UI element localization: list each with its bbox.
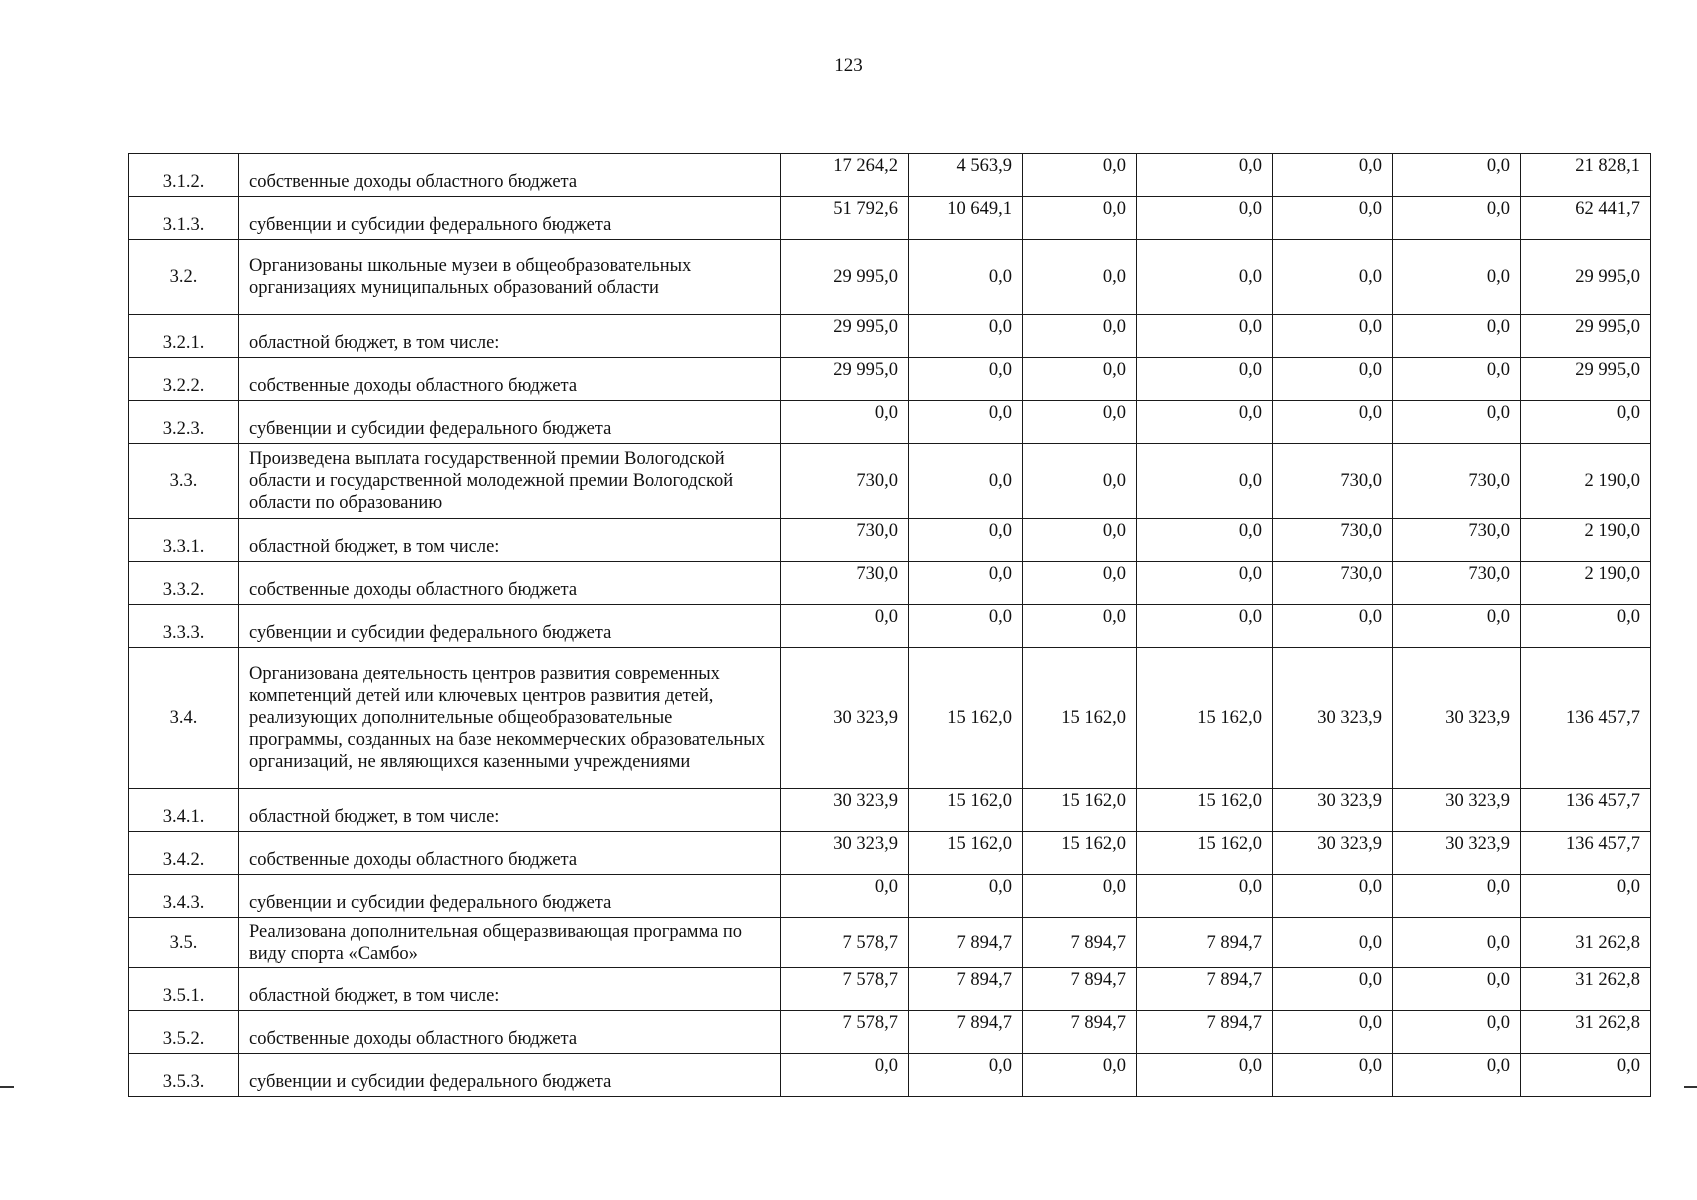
row-value: 0,0 [909,315,1023,358]
row-value: 0,0 [1273,875,1393,918]
table-row [129,1011,1651,1054]
row-total-value: 2 190,0 [1521,444,1651,519]
row-value: 7 894,7 [1137,968,1273,1011]
table-row [129,562,1651,605]
row-value: 0,0 [781,875,909,918]
row-value: 0,0 [1023,240,1137,315]
row-value: 0,0 [1273,1011,1393,1054]
row-value: 0,0 [909,358,1023,401]
row-value: 0,0 [1393,154,1521,197]
row-value: 0,0 [1023,197,1137,240]
row-value: 0,0 [1137,315,1273,358]
row-total-value: 62 441,7 [1521,197,1651,240]
table-row [129,789,1651,832]
row-number: 3.4.3. [129,875,239,918]
row-total-value: 136 457,7 [1521,648,1651,789]
row-description: Реализована дополнительная общеразвивающая программа по виду спорта «Самбо» [239,918,781,968]
row-value: 0,0 [1273,1054,1393,1097]
row-value: 0,0 [1393,875,1521,918]
row-total-value: 21 828,1 [1521,154,1651,197]
row-value: 30 323,9 [781,832,909,875]
row-number: 3.1.2. [129,154,239,197]
row-value: 0,0 [1273,605,1393,648]
row-value: 730,0 [1393,562,1521,605]
row-value: 730,0 [1273,562,1393,605]
row-description: областной бюджет, в том числе: [239,519,781,562]
row-description: областной бюджет, в том числе: [239,315,781,358]
row-value: 730,0 [781,519,909,562]
row-value: 0,0 [1393,918,1521,968]
row-number: 3.5. [129,918,239,968]
row-number: 3.1.3. [129,197,239,240]
row-value: 30 323,9 [781,789,909,832]
row-value: 0,0 [909,1054,1023,1097]
row-number: 3.4.2. [129,832,239,875]
row-description: собственные доходы областного бюджета [239,562,781,605]
row-value: 7 894,7 [909,968,1023,1011]
row-total-value: 31 262,8 [1521,918,1651,968]
table-row [129,1054,1651,1097]
row-value: 0,0 [1393,358,1521,401]
row-number: 3.3.3. [129,605,239,648]
row-description: Произведена выплата государственной премии Вологодской области и государственной молодежной премии Вологодской области по образованию [239,444,781,519]
row-description: областной бюджет, в том числе: [239,968,781,1011]
row-value: 29 995,0 [781,358,909,401]
row-description: субвенции и субсидии федерального бюджета [239,197,781,240]
row-value: 730,0 [781,562,909,605]
table-row [129,444,1651,519]
row-value: 7 894,7 [1137,1011,1273,1054]
row-value: 30 323,9 [1273,789,1393,832]
row-number: 3.3.1. [129,519,239,562]
row-number: 3.3.2. [129,562,239,605]
row-value: 10 649,1 [909,197,1023,240]
row-number: 3.5.3. [129,1054,239,1097]
row-value: 15 162,0 [1137,832,1273,875]
row-value: 0,0 [1137,240,1273,315]
row-value: 0,0 [1393,1011,1521,1054]
table-row [129,648,1651,789]
row-value: 30 323,9 [1393,648,1521,789]
row-value: 7 578,7 [781,918,909,968]
margin-mark [1684,1086,1697,1088]
table-row [129,519,1651,562]
row-number: 3.5.2. [129,1011,239,1054]
table-row [129,358,1651,401]
table-row [129,197,1651,240]
row-value: 4 563,9 [909,154,1023,197]
row-total-value: 29 995,0 [1521,315,1651,358]
row-value: 0,0 [1137,197,1273,240]
table-row [129,875,1651,918]
row-total-value: 31 262,8 [1521,968,1651,1011]
row-value: 0,0 [781,401,909,444]
row-value: 0,0 [1023,562,1137,605]
row-value: 7 894,7 [1023,968,1137,1011]
row-value: 7 894,7 [909,1011,1023,1054]
row-value: 0,0 [781,605,909,648]
row-description: собственные доходы областного бюджета [239,358,781,401]
row-value: 7 894,7 [1023,918,1137,968]
row-value: 0,0 [1273,918,1393,968]
row-total-value: 136 457,7 [1521,832,1651,875]
row-value: 0,0 [1023,1054,1137,1097]
table-row [129,315,1651,358]
row-value: 15 162,0 [1023,789,1137,832]
row-value: 29 995,0 [781,240,909,315]
row-value: 7 894,7 [1137,918,1273,968]
row-value: 0,0 [1137,1054,1273,1097]
row-value: 0,0 [909,562,1023,605]
row-description: собственные доходы областного бюджета [239,154,781,197]
row-value: 7 578,7 [781,968,909,1011]
row-value: 0,0 [1273,358,1393,401]
row-value: 0,0 [909,875,1023,918]
row-value: 15 162,0 [1137,648,1273,789]
row-total-value: 29 995,0 [1521,240,1651,315]
table-body [129,154,1651,1097]
row-value: 0,0 [1137,401,1273,444]
row-description: собственные доходы областного бюджета [239,832,781,875]
row-description: субвенции и субсидии федерального бюджета [239,875,781,918]
row-value: 0,0 [1023,358,1137,401]
row-total-value: 0,0 [1521,875,1651,918]
row-value: 15 162,0 [909,832,1023,875]
row-value: 0,0 [909,605,1023,648]
row-number: 3.2.3. [129,401,239,444]
row-value: 30 323,9 [1273,648,1393,789]
row-value: 30 323,9 [1273,832,1393,875]
row-value: 0,0 [1137,519,1273,562]
row-value: 15 162,0 [909,789,1023,832]
row-description: субвенции и субсидии федерального бюджета [239,401,781,444]
row-number: 3.4. [129,648,239,789]
row-description: Организована деятельность центров развития современных компетенций детей или ключевых центров развития детей, реализующих дополнительные общеобразовательные программы, созданных на базе некоммерческих образовательных организаций, не являющихся казенными учреждениями [239,648,781,789]
page-number: 123 [834,55,863,76]
row-value: 0,0 [1393,240,1521,315]
row-value: 0,0 [1137,358,1273,401]
row-value: 0,0 [1273,197,1393,240]
row-value: 7 894,7 [1023,1011,1137,1054]
row-number: 3.3. [129,444,239,519]
row-value: 0,0 [1393,1054,1521,1097]
row-total-value: 31 262,8 [1521,1011,1651,1054]
row-value: 0,0 [1137,562,1273,605]
row-value: 30 323,9 [1393,832,1521,875]
row-description: субвенции и субсидии федерального бюджета [239,1054,781,1097]
row-value: 15 162,0 [909,648,1023,789]
row-value: 0,0 [1273,401,1393,444]
table-row [129,240,1651,315]
row-description: субвенции и субсидии федерального бюджета [239,605,781,648]
table-row [129,968,1651,1011]
row-description: областной бюджет, в том числе: [239,789,781,832]
table-row [129,918,1651,968]
row-value: 0,0 [1023,154,1137,197]
row-value: 0,0 [1137,154,1273,197]
row-value: 0,0 [909,401,1023,444]
budget-table [128,153,1651,1097]
row-value: 30 323,9 [781,648,909,789]
row-number: 3.2.1. [129,315,239,358]
row-value: 0,0 [909,240,1023,315]
row-value: 15 162,0 [1137,789,1273,832]
row-value: 0,0 [1023,444,1137,519]
row-value: 730,0 [781,444,909,519]
row-value: 0,0 [1137,605,1273,648]
row-value: 7 894,7 [909,918,1023,968]
row-value: 0,0 [1393,968,1521,1011]
row-value: 7 578,7 [781,1011,909,1054]
row-number: 3.4.1. [129,789,239,832]
row-description: Организованы школьные музеи в общеобразовательных организациях муниципальных образований области [239,240,781,315]
row-number: 3.2. [129,240,239,315]
row-value: 0,0 [909,519,1023,562]
row-value: 51 792,6 [781,197,909,240]
row-total-value: 0,0 [1521,1054,1651,1097]
row-value: 0,0 [1273,154,1393,197]
row-value: 0,0 [1393,315,1521,358]
table-row [129,605,1651,648]
row-value: 17 264,2 [781,154,909,197]
row-value: 0,0 [1273,968,1393,1011]
row-value: 0,0 [1137,875,1273,918]
row-value: 29 995,0 [781,315,909,358]
row-value: 0,0 [1393,401,1521,444]
table-row [129,154,1651,197]
row-value: 0,0 [1273,315,1393,358]
row-description: собственные доходы областного бюджета [239,1011,781,1054]
row-number: 3.2.2. [129,358,239,401]
row-value: 0,0 [1393,605,1521,648]
row-total-value: 29 995,0 [1521,358,1651,401]
table-row [129,832,1651,875]
row-value: 0,0 [1393,197,1521,240]
row-value: 0,0 [909,444,1023,519]
row-value: 0,0 [1137,444,1273,519]
row-value: 0,0 [1023,401,1137,444]
row-value: 730,0 [1273,444,1393,519]
row-value: 0,0 [1023,519,1137,562]
row-value: 0,0 [1023,315,1137,358]
row-value: 15 162,0 [1023,832,1137,875]
row-value: 730,0 [1393,519,1521,562]
row-number: 3.5.1. [129,968,239,1011]
row-total-value: 136 457,7 [1521,789,1651,832]
margin-mark [0,1086,14,1088]
row-value: 730,0 [1273,519,1393,562]
row-total-value: 0,0 [1521,605,1651,648]
row-total-value: 0,0 [1521,401,1651,444]
table-row [129,401,1651,444]
row-value: 730,0 [1393,444,1521,519]
row-value: 0,0 [1023,875,1137,918]
row-value: 0,0 [781,1054,909,1097]
row-total-value: 2 190,0 [1521,519,1651,562]
row-value: 0,0 [1023,605,1137,648]
row-total-value: 2 190,0 [1521,562,1651,605]
row-value: 15 162,0 [1023,648,1137,789]
row-value: 30 323,9 [1393,789,1521,832]
row-value: 0,0 [1273,240,1393,315]
